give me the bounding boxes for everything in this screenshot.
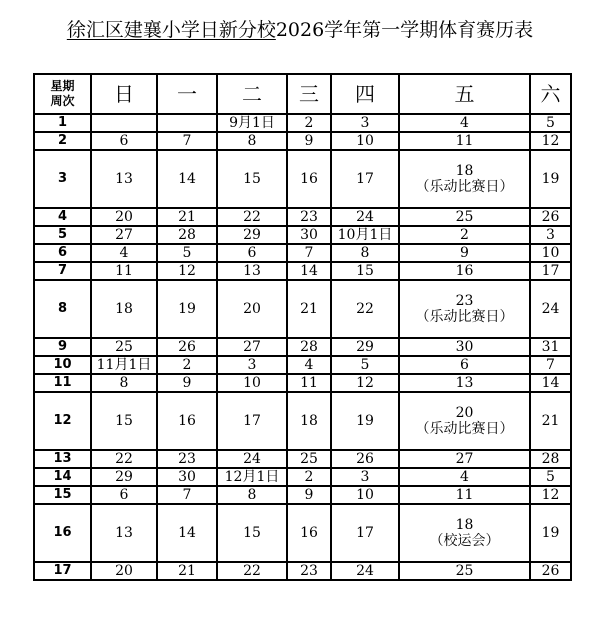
day-header-sun: 日	[91, 74, 157, 114]
date-cell-wed: 21	[287, 280, 331, 338]
header-row	[34, 74, 571, 114]
week-row	[34, 374, 571, 392]
date-cell-fri: 11	[399, 132, 530, 150]
date-cell-tue: 8	[217, 132, 287, 150]
week-row	[34, 468, 571, 486]
date-cell-mon: 26	[157, 338, 217, 356]
date-cell-tue: 17	[217, 392, 287, 450]
corner-cell	[34, 74, 91, 114]
week-number: 4	[34, 208, 91, 226]
date-cell-mon: 2	[157, 356, 217, 374]
day-header-thu: 四	[331, 74, 399, 114]
date-cell-thu: 10	[331, 132, 399, 150]
week-number: 1	[34, 114, 91, 132]
event-note: （校运会）	[429, 533, 500, 549]
date-cell-wed: 23	[287, 562, 331, 580]
week-number: 5	[34, 226, 91, 244]
date-cell-mon: 28	[157, 226, 217, 244]
date-cell-thu: 8	[331, 244, 399, 262]
week-number: 8	[34, 280, 91, 338]
date-cell-sun: 13	[91, 504, 157, 562]
week-row	[34, 486, 571, 504]
date-cell-mon: 5	[157, 244, 217, 262]
date-cell-wed: 7	[287, 244, 331, 262]
week-number: 10	[34, 356, 91, 374]
date-cell-wed: 30	[287, 226, 331, 244]
date-cell-wed: 2	[287, 468, 331, 486]
date-value: 18	[455, 163, 474, 179]
date-cell-sun: 25	[91, 338, 157, 356]
date-cell-tue: 29	[217, 226, 287, 244]
week-row	[34, 392, 571, 450]
week-number: 12	[34, 392, 91, 450]
date-cell-sun: 18	[91, 280, 157, 338]
date-cell-fri: 2	[399, 226, 530, 244]
event-note: （乐动比赛日）	[415, 309, 514, 325]
day-header-fri: 五	[399, 74, 530, 114]
week-row	[34, 338, 571, 356]
date-cell-sun: 27	[91, 226, 157, 244]
date-cell-tue: 12月1日	[217, 468, 287, 486]
week-row	[34, 132, 571, 150]
date-cell-wed: 2	[287, 114, 331, 132]
date-cell-sun: 20	[91, 562, 157, 580]
date-cell-fri: 13	[399, 374, 530, 392]
date-cell-mon: 14	[157, 504, 217, 562]
date-cell-fri: 4	[399, 468, 530, 486]
week-number: 17	[34, 562, 91, 580]
week-row	[34, 244, 571, 262]
date-cell-thu: 3	[331, 114, 399, 132]
week-row	[34, 262, 571, 280]
date-cell-tue: 8	[217, 486, 287, 504]
week-row	[34, 504, 571, 562]
week-row	[34, 450, 571, 468]
date-cell-thu: 10	[331, 486, 399, 504]
date-cell-fri: 11	[399, 486, 530, 504]
date-cell-thu: 17	[331, 150, 399, 208]
date-cell-sat: 17	[530, 262, 571, 280]
date-value: 18	[455, 517, 474, 533]
date-cell-sat: 12	[530, 132, 571, 150]
week-number: 3	[34, 150, 91, 208]
title-rest: 2026学年第一学期体育赛历表	[275, 19, 534, 41]
week-number: 6	[34, 244, 91, 262]
day-header-sat: 六	[530, 74, 571, 114]
date-cell-sat: 28	[530, 450, 571, 468]
date-cell-sat: 24	[530, 280, 571, 338]
date-cell-wed: 25	[287, 450, 331, 468]
page-title	[0, 18, 600, 42]
date-cell-thu: 24	[331, 562, 399, 580]
week-number: 11	[34, 374, 91, 392]
date-cell-sun: 6	[91, 132, 157, 150]
date-cell-sun: 6	[91, 486, 157, 504]
date-cell-mon: 21	[157, 208, 217, 226]
date-cell-tue: 15	[217, 504, 287, 562]
date-value: 20	[455, 405, 474, 421]
date-cell-mon	[157, 114, 217, 132]
date-cell-sat: 12	[530, 486, 571, 504]
date-cell-thu: 15	[331, 262, 399, 280]
date-cell-sun: 20	[91, 208, 157, 226]
week-row	[34, 280, 571, 338]
date-cell-tue: 9月1日	[217, 114, 287, 132]
date-cell-mon: 12	[157, 262, 217, 280]
date-cell-fri: 4	[399, 114, 530, 132]
date-cell-sat: 5	[530, 468, 571, 486]
date-cell-sat: 10	[530, 244, 571, 262]
date-cell-wed: 18	[287, 392, 331, 450]
date-cell-sat: 19	[530, 504, 571, 562]
date-cell-sun: 4	[91, 244, 157, 262]
date-cell-fri: 6	[399, 356, 530, 374]
week-row	[34, 562, 571, 580]
date-cell-mon: 19	[157, 280, 217, 338]
date-cell-sun: 22	[91, 450, 157, 468]
date-cell-wed: 16	[287, 150, 331, 208]
event-note: （乐动比赛日）	[415, 421, 514, 437]
date-cell-sat: 3	[530, 226, 571, 244]
title-school: 徐汇区建襄小学日新分校	[66, 19, 276, 41]
date-cell-fri: 9	[399, 244, 530, 262]
schedule-table	[33, 73, 572, 581]
date-cell-sun: 11	[91, 262, 157, 280]
date-cell-sat: 19	[530, 150, 571, 208]
day-header-mon: 一	[157, 74, 217, 114]
date-cell-sun: 15	[91, 392, 157, 450]
week-number: 14	[34, 468, 91, 486]
corner-week-label: 周次	[50, 94, 75, 108]
date-cell-sun: 8	[91, 374, 157, 392]
date-cell-mon: 7	[157, 486, 217, 504]
week-number: 15	[34, 486, 91, 504]
date-cell-sat: 5	[530, 114, 571, 132]
date-cell-fri: 25	[399, 208, 530, 226]
date-cell-mon: 30	[157, 468, 217, 486]
date-cell-wed: 16	[287, 504, 331, 562]
date-cell-wed: 9	[287, 132, 331, 150]
week-number: 9	[34, 338, 91, 356]
day-header-tue: 二	[217, 74, 287, 114]
date-cell-thu: 5	[331, 356, 399, 374]
date-cell-fri	[399, 392, 530, 450]
date-cell-sat: 26	[530, 562, 571, 580]
date-cell-fri	[399, 150, 530, 208]
date-cell-thu: 3	[331, 468, 399, 486]
date-cell-wed: 28	[287, 338, 331, 356]
date-cell-thu: 19	[331, 392, 399, 450]
date-cell-tue: 22	[217, 562, 287, 580]
date-cell-mon: 9	[157, 374, 217, 392]
week-row	[34, 150, 571, 208]
date-cell-thu: 24	[331, 208, 399, 226]
date-cell-sun	[91, 114, 157, 132]
week-number: 7	[34, 262, 91, 280]
date-cell-sun: 29	[91, 468, 157, 486]
date-cell-mon: 7	[157, 132, 217, 150]
date-cell-fri: 25	[399, 562, 530, 580]
date-cell-fri	[399, 280, 530, 338]
date-cell-fri: 27	[399, 450, 530, 468]
date-cell-mon: 21	[157, 562, 217, 580]
event-note: （乐动比赛日）	[415, 179, 514, 195]
week-row	[34, 114, 571, 132]
week-number: 16	[34, 504, 91, 562]
week-row	[34, 356, 571, 374]
date-cell-sat: 26	[530, 208, 571, 226]
date-cell-thu: 17	[331, 504, 399, 562]
date-cell-fri: 16	[399, 262, 530, 280]
date-cell-thu: 26	[331, 450, 399, 468]
date-cell-sat: 21	[530, 392, 571, 450]
date-cell-tue: 3	[217, 356, 287, 374]
date-cell-wed: 9	[287, 486, 331, 504]
date-value: 23	[455, 293, 474, 309]
date-cell-sat: 31	[530, 338, 571, 356]
date-cell-sun: 13	[91, 150, 157, 208]
date-cell-tue: 24	[217, 450, 287, 468]
date-cell-tue: 6	[217, 244, 287, 262]
date-cell-thu: 22	[331, 280, 399, 338]
day-header-wed: 三	[287, 74, 331, 114]
date-cell-thu: 12	[331, 374, 399, 392]
date-cell-sun: 11月1日	[91, 356, 157, 374]
date-cell-tue: 27	[217, 338, 287, 356]
corner-weekday-label: 星期	[50, 79, 75, 93]
week-row	[34, 226, 571, 244]
date-cell-wed: 23	[287, 208, 331, 226]
date-cell-mon: 16	[157, 392, 217, 450]
date-cell-tue: 13	[217, 262, 287, 280]
date-cell-fri	[399, 504, 530, 562]
date-cell-tue: 15	[217, 150, 287, 208]
date-cell-mon: 14	[157, 150, 217, 208]
date-cell-mon: 23	[157, 450, 217, 468]
date-cell-tue: 10	[217, 374, 287, 392]
date-cell-tue: 20	[217, 280, 287, 338]
date-cell-thu: 10月1日	[331, 226, 399, 244]
date-cell-sat: 14	[530, 374, 571, 392]
date-cell-sat: 7	[530, 356, 571, 374]
date-cell-wed: 4	[287, 356, 331, 374]
date-cell-wed: 14	[287, 262, 331, 280]
week-row	[34, 208, 571, 226]
week-number: 13	[34, 450, 91, 468]
date-cell-wed: 11	[287, 374, 331, 392]
date-cell-thu: 29	[331, 338, 399, 356]
week-number: 2	[34, 132, 91, 150]
date-cell-tue: 22	[217, 208, 287, 226]
date-cell-fri: 30	[399, 338, 530, 356]
